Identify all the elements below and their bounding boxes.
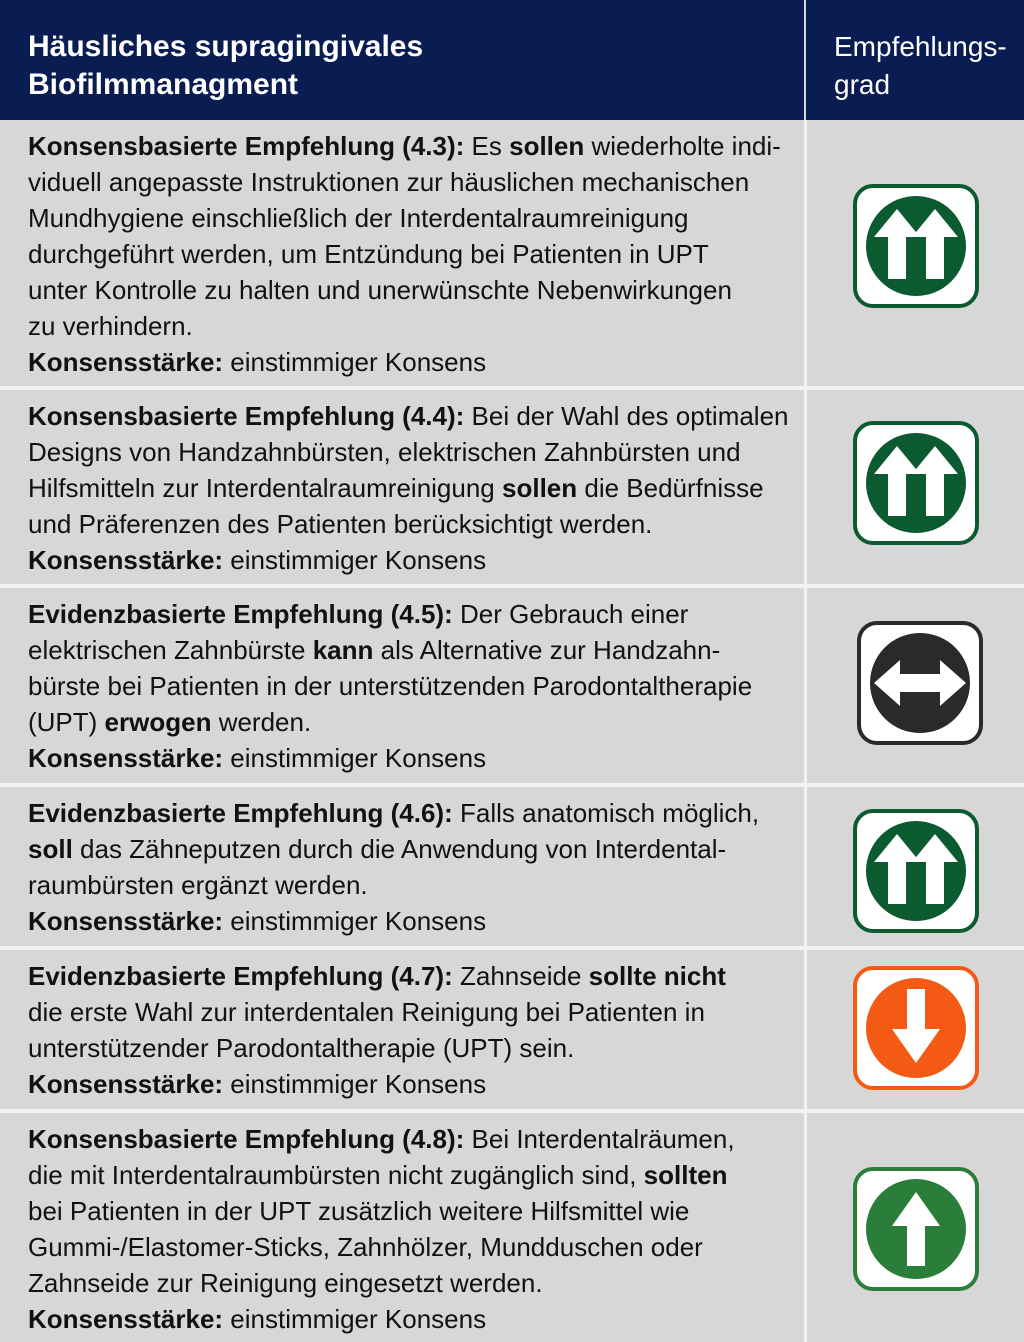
text-segment: zu verhindern. (28, 311, 193, 341)
table-header (0, 0, 1024, 120)
text-segment: viduell angepasste Instruktionen zur häuslichen mechanischen (28, 167, 750, 197)
emphasis: erwogen (104, 707, 212, 737)
recommendation-line (28, 272, 796, 308)
recommendation-kind: Konsensbasierte Empfehlung (4.4): (28, 401, 472, 431)
text-segment: durchgeführt werden, um Entzündung bei Patienten in UPT (28, 239, 709, 269)
recommendation-line (28, 1229, 796, 1265)
consensus-strength-label: Konsensstärke: (28, 1069, 224, 1099)
header-title (28, 28, 788, 104)
consensus-strength (28, 903, 796, 939)
recommendation-text (28, 398, 796, 578)
recommendation-line (28, 795, 796, 831)
text-segment: Gummi-/Elastomer-Sticks, Zahnhölzer, Mundduschen oder (28, 1232, 703, 1262)
text-segment: werden. (211, 707, 312, 737)
recommendation-line (28, 236, 796, 272)
recommendation-line (28, 632, 796, 668)
consensus-strength (28, 1301, 796, 1337)
header-title-line: Häusliches supragingivales (28, 30, 424, 63)
double-up-arrow-icon (852, 808, 980, 934)
recommendation-line (28, 831, 796, 867)
recommendation-line (28, 308, 796, 344)
consensus-strength-label: Konsensstärke: (28, 545, 224, 575)
header-grade-line: Empfehlungs- (834, 31, 1007, 62)
text-segment: Falls anatomisch möglich, (459, 798, 760, 828)
text-segment: das Zähneputzen durch die Anwendung von Interdental- (72, 834, 727, 864)
emphasis: soll (28, 834, 73, 864)
text-segment: Bei der Wahl des optimalen (471, 401, 789, 431)
header-grade-line: grad (834, 69, 891, 100)
recommendation-kind: Konsensbasierte Empfehlung (4.8): (28, 1124, 472, 1154)
text-segment: die erste Wahl zur interdentalen Reinigung bei Patienten in (28, 997, 705, 1027)
recommendation-line (28, 1157, 796, 1193)
text-segment: Zahnseide zur Reinigung eingesetzt werden. (28, 1268, 543, 1298)
recommendation-text (28, 795, 796, 939)
text-segment: unterstützender Parodontaltherapie (UPT) sein. (28, 1033, 575, 1063)
recommendation-line (28, 1193, 796, 1229)
consensus-strength-value: einstimmiger Konsens (223, 906, 487, 936)
recommendation-line (28, 398, 796, 434)
text-segment: (UPT) (28, 707, 105, 737)
emphasis: sollte nicht (588, 961, 726, 991)
left-right-arrow-icon (856, 620, 984, 746)
column-divider (804, 588, 807, 783)
recommendation-line (28, 668, 796, 704)
text-segment: Es (471, 131, 510, 161)
header-divider (804, 0, 806, 120)
column-divider (804, 120, 807, 386)
down-arrow-icon (852, 965, 980, 1091)
recommendation-line (28, 470, 796, 506)
consensus-strength (28, 542, 796, 578)
recommendation-line (28, 596, 796, 632)
recommendation-line (28, 434, 796, 470)
recommendation-line (28, 1121, 796, 1157)
consensus-strength-label: Konsensstärke: (28, 347, 224, 377)
double-up-arrow-icon (852, 420, 980, 546)
recommendation-text (28, 596, 796, 776)
text-segment: die Bedürfnisse (577, 473, 764, 503)
recommendation-line (28, 128, 796, 164)
text-segment: bürste bei Patienten in der unterstützenden Parodontaltherapie (28, 671, 753, 701)
emphasis: sollen (509, 131, 585, 161)
recommendation-line (28, 1265, 796, 1301)
text-segment: Zahnseide (459, 961, 589, 991)
consensus-strength-value: einstimmiger Konsens (223, 347, 487, 377)
consensus-strength-value: einstimmiger Konsens (223, 1069, 487, 1099)
consensus-strength-value: einstimmiger Konsens (223, 545, 487, 575)
text-segment: wiederholte indi- (584, 131, 781, 161)
recommendation-line (28, 200, 796, 236)
recommendation-line (28, 867, 796, 903)
header-title-line: Biofilmmanagment (28, 68, 299, 101)
text-segment: raumbürsten ergänzt werden. (28, 870, 368, 900)
recommendation-line (28, 704, 796, 740)
recommendation-kind: Evidenzbasierte Empfehlung (4.7): (28, 961, 460, 991)
text-segment: die mit Interdentalraumbürsten nicht zugänglich sind, (28, 1160, 644, 1190)
text-segment: und Präferenzen des Patienten berücksichtigt werden. (28, 509, 653, 539)
recommendation-text (28, 128, 796, 380)
header-grade-label (834, 28, 1014, 104)
consensus-strength-label: Konsensstärke: (28, 906, 224, 936)
text-segment: Der Gebrauch einer (459, 599, 689, 629)
recommendation-line (28, 506, 796, 542)
emphasis: kann (312, 635, 374, 665)
up-arrow-icon (852, 1166, 980, 1292)
consensus-strength (28, 344, 796, 380)
emphasis: sollen (502, 473, 578, 503)
text-segment: als Alternative zur Handzahn- (373, 635, 721, 665)
emphasis: sollten (643, 1160, 728, 1190)
column-divider (804, 1113, 807, 1342)
recommendation-line (28, 1030, 796, 1066)
column-divider (804, 390, 807, 584)
recommendation-text (28, 958, 796, 1102)
consensus-strength-value: einstimmiger Konsens (223, 743, 487, 773)
text-segment: Bei Interdentalräumen, (471, 1124, 735, 1154)
text-segment: Mundhygiene einschließlich der Interdentalraumreinigung (28, 203, 689, 233)
consensus-strength-label: Konsensstärke: (28, 743, 224, 773)
consensus-strength (28, 740, 796, 776)
text-segment: Designs von Handzahnbürsten, elektrischen Zahnbürsten und (28, 437, 741, 467)
consensus-strength (28, 1066, 796, 1102)
recommendation-kind: Evidenzbasierte Empfehlung (4.5): (28, 599, 460, 629)
text-segment: Hilfsmitteln zur Interdentalraumreinigung (28, 473, 502, 503)
column-divider (804, 950, 807, 1109)
column-divider (804, 787, 807, 946)
recommendation-kind: Konsensbasierte Empfehlung (4.3): (28, 131, 472, 161)
double-up-arrow-icon (852, 183, 980, 309)
text-segment: elektrischen Zahnbürste (28, 635, 313, 665)
consensus-strength-value: einstimmiger Konsens (223, 1304, 487, 1334)
text-segment: bei Patienten in der UPT zusätzlich weitere Hilfsmittel wie (28, 1196, 690, 1226)
text-segment: unter Kontrolle zu halten und unerwünschte Nebenwirkungen (28, 275, 732, 305)
recommendation-line (28, 958, 796, 994)
recommendation-kind: Evidenzbasierte Empfehlung (4.6): (28, 798, 460, 828)
recommendation-line (28, 164, 796, 200)
recommendation-line (28, 994, 796, 1030)
consensus-strength-label: Konsensstärke: (28, 1304, 224, 1334)
recommendation-text (28, 1121, 796, 1337)
